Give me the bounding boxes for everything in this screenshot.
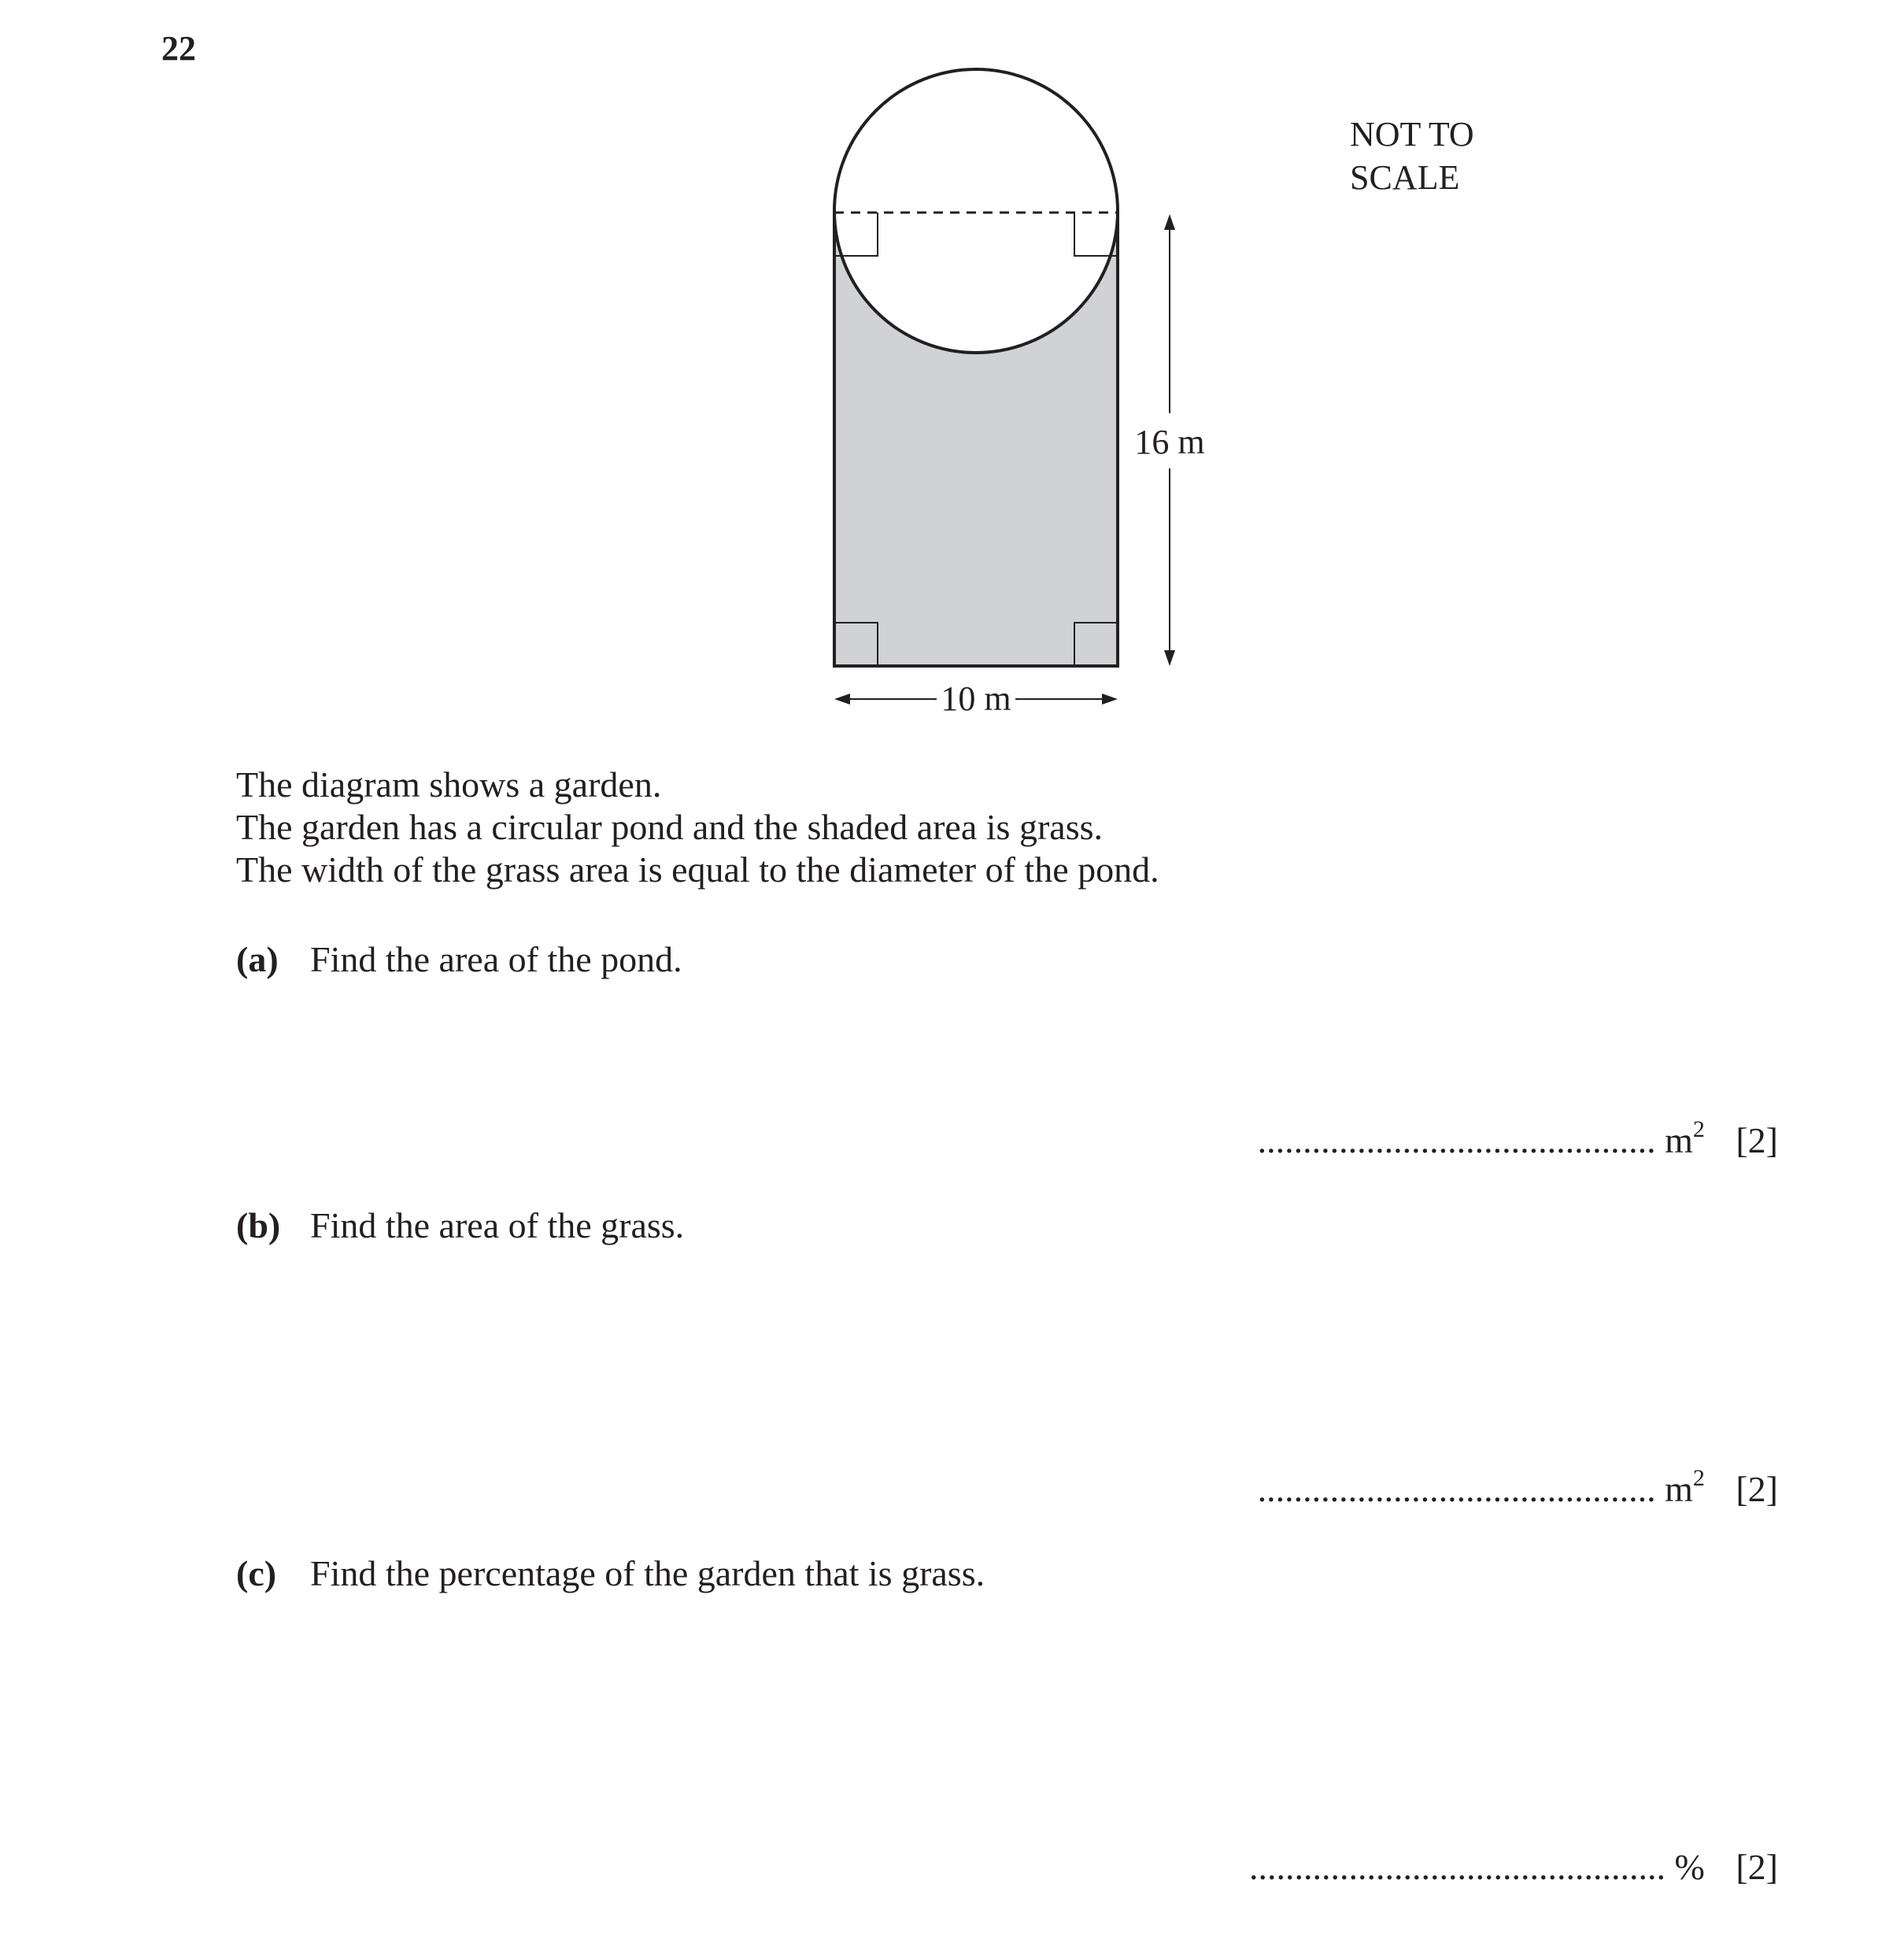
- answer-dots[interactable]: ..............................................: [1249, 1847, 1666, 1887]
- answer-line-c: [1249, 1846, 1778, 1888]
- intro-line: The width of the grass area is equal to the diameter of the pond.: [236, 849, 1159, 890]
- not-to-scale-line2: SCALE: [1350, 158, 1460, 197]
- answer-unit: $m^2$: [1665, 1465, 1705, 1509]
- marks: [2]: [1736, 1120, 1778, 1160]
- part-text: Find the percentage of the garden that is grass.: [310, 1553, 985, 1593]
- part-letter: (b): [236, 1205, 281, 1245]
- marks: [2]: [1736, 1469, 1778, 1509]
- part-letter: (a): [236, 939, 279, 979]
- arrowhead-left: [834, 694, 850, 705]
- arrowhead-down: [1164, 650, 1175, 666]
- answer-line-b: [1257, 1465, 1778, 1510]
- answer-unit: %: [1674, 1847, 1705, 1887]
- part-b: [236, 1204, 684, 1246]
- not-to-scale-line1: NOT TO: [1350, 115, 1474, 154]
- question-number: 22: [161, 29, 196, 68]
- answer-dots[interactable]: ............................................: [1257, 1469, 1656, 1509]
- answer-dots[interactable]: ............................................: [1257, 1120, 1656, 1160]
- part-a: [236, 938, 682, 980]
- intro-line: The garden has a circular pond and the shaded area is grass.: [236, 807, 1103, 847]
- arrowhead-up: [1164, 214, 1175, 230]
- width-label: 10 m: [941, 679, 1011, 718]
- question-intro: [236, 764, 1159, 891]
- answer-line-a: [1257, 1116, 1778, 1161]
- part-text: Find the area of the grass.: [310, 1205, 685, 1245]
- intro-line: The diagram shows a garden.: [236, 764, 662, 805]
- marks: [2]: [1736, 1847, 1778, 1887]
- garden-diagram: [0, 0, 1904, 756]
- answer-unit: $m^2$: [1665, 1116, 1705, 1160]
- part-letter: (c): [236, 1553, 277, 1593]
- height-label: 16 m: [1134, 423, 1205, 461]
- arrowhead-right: [1102, 694, 1118, 705]
- part-text: Find the area of the pond.: [310, 939, 682, 979]
- part-c: [236, 1552, 985, 1594]
